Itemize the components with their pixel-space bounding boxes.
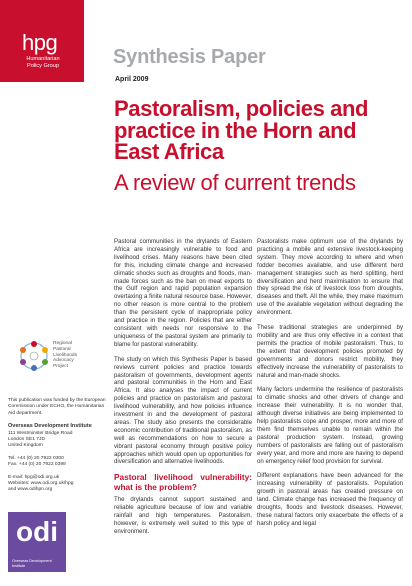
paper-subtitle: A review of current trends	[114, 170, 356, 195]
series-title: Synthesis Paper	[113, 46, 266, 68]
paragraph: These traditional strategies are underpinned by mobility and are thus only effective in a context that permits the practice of mobile pastoralism. Thus, to the extent that development policies promoted by governments and donors restrict mobility, they effectively increase the vulnerability of pastoralists to natural and man-made shocks.	[257, 324, 403, 379]
hpg-logo: hpg	[22, 30, 58, 55]
address-line3: United Kingdom	[8, 443, 43, 449]
telephone: Tel. +44 (0) 20 7922 0300	[8, 455, 64, 461]
address-line1: 111 Westminster Bridge Road	[8, 430, 73, 436]
website-2[interactable]: and www.odihpn.org	[8, 487, 53, 493]
odi-line1: Overseas Development	[12, 559, 52, 563]
paragraph: Pastoralists make optimum use of the drylands by practicing a mobile and extensive livestock-keeping system. They move according to where and when fodder becomes available, and use different herd management strategies such as herd splitting, herd diversification and herd maximisation to ensure that they spread the risk of livestock loss from droughts, diseases and theft. All the while, they make maximum use of the available vegetation without degrading the environment.	[257, 238, 403, 317]
odi-logo-block	[8, 512, 66, 572]
phone-block	[8, 456, 110, 469]
rpl-label	[53, 341, 93, 370]
paragraph: Many factors undermine the resilience of pastoralists to climatic shocks and other drivers of change and increase their vulnerability. It is no wonder that, although diverse initiatives are being implemented to help pastoralists cope and prosper, more and more of them find themselves unable to remain within the pastoral production system. Instead, growing numbers of pastoralists are falling out of pastoralism every year, and more and more are having to depend on emergency relief food provision for survival.	[257, 386, 403, 465]
contact-block	[8, 475, 110, 494]
org-name: Overseas Development Institute	[8, 423, 92, 430]
fax: Fax. +44 (0) 20 7922 0399	[8, 462, 66, 468]
funding-note: This publication was funded by the European Commission under ECHO, the Humanitarian Aid department.	[8, 398, 106, 416]
hpg-subtitle	[10, 56, 76, 69]
rpl-line5: Project	[53, 364, 68, 370]
email[interactable]: E-mail: hpg@odi.org.uk	[8, 474, 60, 480]
paragraph: The study on which this Synthesis Paper is based reviews current policies and practice towards pastoralism of governments, development agents and pastoral communities in the Horn and East Africa. It also analyses the impact of current policies and practice on pastoralism and pastoral livelihood vulnerability, and how policies influence investment in and the development of pastoral areas. The study also presents the considerable economic contribution of traditional pastoralism, as well as recommendations on how to secure a vibrant pastoral economy through positive policy approaches which would open up opportunities for diversification and alternative livelihoods.	[114, 355, 252, 466]
hpg-logo-block	[0, 0, 84, 82]
sidebar-info	[8, 398, 110, 500]
rpl-line4: Advocacy	[53, 358, 74, 364]
rpl-line1: Regional	[53, 341, 72, 346]
odi-line2: Institute	[12, 563, 26, 568]
odi-label	[12, 559, 62, 568]
hpg-subtitle-line2: Policy Group	[26, 62, 60, 69]
hpg-subtitle-line1: Humanitarian	[26, 56, 60, 62]
publication-date: April 2009	[115, 76, 149, 83]
section-heading: Pastoral livelihood vulnerability: what is the problem?	[114, 472, 252, 492]
body-column-right	[257, 238, 403, 535]
address-block	[8, 423, 110, 450]
body-column-left	[114, 238, 252, 543]
odi-logo: odi	[16, 516, 58, 547]
address-line2: London SE1 7JD	[8, 437, 45, 443]
rpl-line3: Livelihoods	[53, 352, 78, 358]
website-1[interactable]: Websites: www.odi.org.uk/hpg	[8, 481, 74, 487]
rpl-line2: Pastoral	[53, 346, 71, 352]
paragraph: Different explanations have been advanced for the increasing vulnerability of pastoralists. Population growth in pastoral areas has created pressure on land. Climate change has increased the frequency of droughts, floods and livestock diseases. However, these natural factors only exacerbate the effects of a harsh policy and legal	[257, 472, 403, 527]
paragraph: The drylands cannot support sustained and reliable agriculture because of low and variable rainfall and high temperatures. Pastoralism, however, is extremely well suited to this type of environment.	[114, 496, 252, 535]
paper-title: Pastoralism, policies and practice in the Horn and East Africa	[114, 96, 369, 164]
paragraph: Pastoral communities in the drylands of Eastern Africa are increasingly vulnerable to food and livelihood crises. Many reasons have been cited for this, including climate change and increased climatic shocks such as droughts and floods, man-made forces such as the ban on meat exports to the Gulf region and rapid population expansion overtaxing a finite natural resource base. However, no other reason is more central to the problem than the persistent cycle of inappropriate policy and practice in the region. Policies that are either consistent with needs nor responsive to the uniqueness of the pastoral system are primarily to blame for pastoral vulnerability.	[114, 238, 252, 348]
